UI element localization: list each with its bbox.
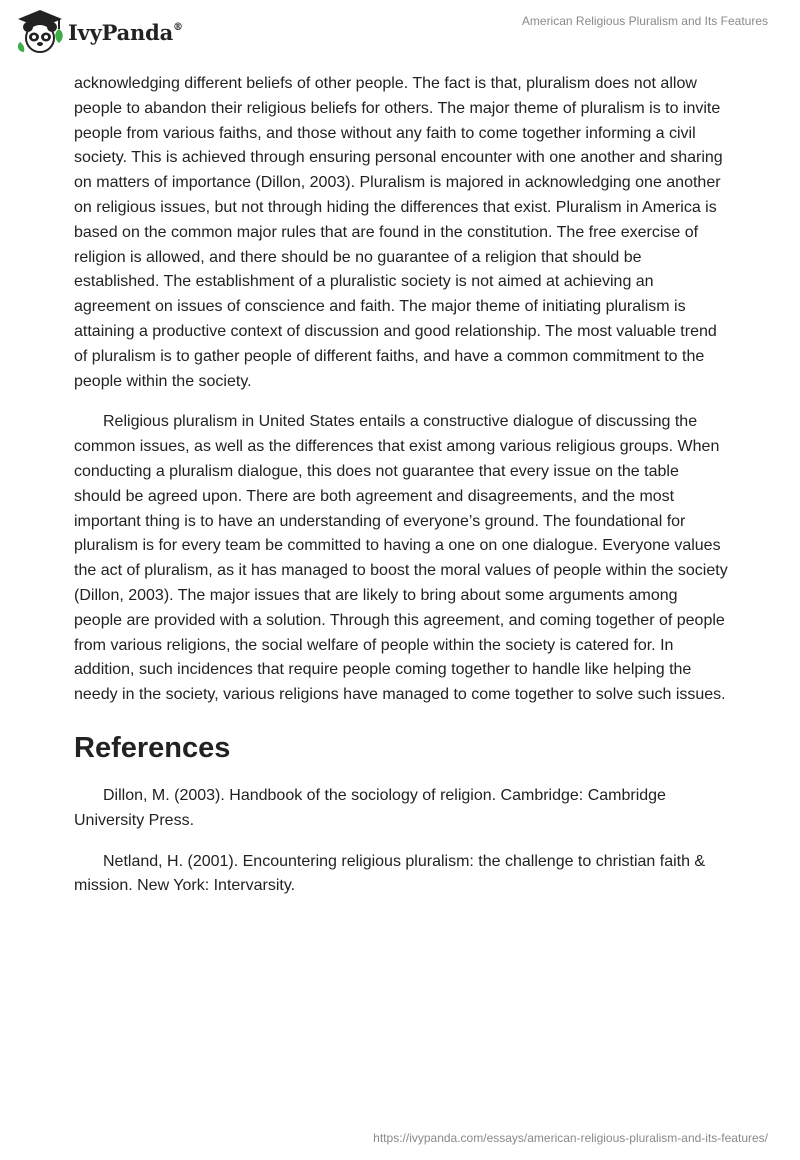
reference-item-1: Dillon, M. (2003). Handbook of the sociology of religion. Cambridge: Cambridge University Press. (74, 786, 666, 829)
registered-mark: ® (173, 21, 183, 33)
essay-content (74, 72, 730, 915)
page-header (0, 0, 800, 64)
panda-graduate-logo-icon (14, 8, 66, 56)
references-heading: References (74, 731, 231, 764)
source-url[interactable]: https://ivypanda.com/essays/american-religious-pluralism-and-its-features/ (373, 1131, 768, 1145)
document-title: American Religious Pluralism and Its Features (521, 14, 768, 28)
ivypanda-logo[interactable] (14, 8, 183, 56)
body-paragraph-2: Religious pluralism in United States entails a constructive dialogue of discussing the common issues, as well as the differences that exist among various religious groups. When conducting a pluralism dialogue, this does not guarantee that every issue on the table should be agreed upon. There are both agreement and disagreements, and the most important thing is to have an understanding of everyone’s ground. The foundational for pluralism is for every team be committed to having a one on one dialogue. Everyone values the act of pluralism, as it has managed to boost the moral values of people within the society (Dillon, 2003). The major issues that are likely to bring about some arguments among people are provided with a solution. Through this agreement, and coming together of people from various religions, the social welfare of people within the society is catered for. In addition, such incidences that require people coming together to handle like helping the needy in the society, various religions have managed to come together to solve such issues. (74, 413, 728, 704)
body-paragraph-1: acknowledging different beliefs of other people. The fact is that, pluralism does not allow people to abandon their religious beliefs for others. The major theme of pluralism is to invite people from various faiths, and those without any faith to come together informing a civil society. This is achieved through ensuring personal encounter with one another and sharing on matters of importance (Dillon, 2003). Pluralism is majored in acknowledging one another on religious issues, but not through hiding the differences that exist. Pluralism in America is based on the common major rules that are found in the constitution. The free exercise of religion is allowed, and there should be no guarantee of a religion that should be established. The establishment of a pluralistic society is not aimed at achieving an agreement on issues of conscience and faith. The major theme of initiating pluralism is attaining a productive context of discussion and good relationship. The most valuable trend of pluralism is to gather people of different faiths, and have a common commitment to the people within the society. (74, 75, 723, 390)
brand-name: IvyPanda® (68, 19, 183, 45)
reference-item-2: Netland, H. (2001). Encountering religious pluralism: the challenge to christian faith & mission. New York: Intervarsity. (74, 852, 706, 895)
